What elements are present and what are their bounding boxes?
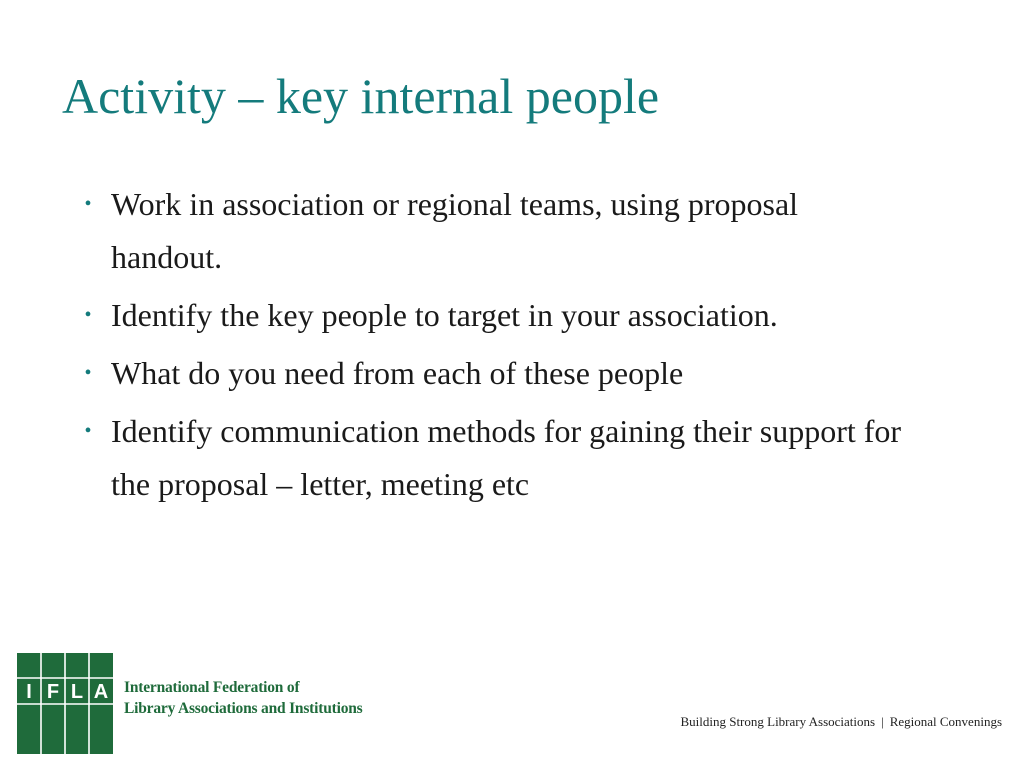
logo-letter: F xyxy=(46,681,60,703)
ifla-logo-icon xyxy=(17,653,113,754)
footer xyxy=(680,714,1002,730)
bullet-icon: • xyxy=(84,420,92,442)
bullet-icon: • xyxy=(84,304,92,326)
logo-letter: I xyxy=(26,681,32,703)
footer-separator: | xyxy=(881,714,884,729)
bullet-text: Identify the key people to target in your association. xyxy=(111,297,778,333)
list-item xyxy=(82,289,912,342)
bullet-icon: • xyxy=(84,362,92,384)
organization-name-line2: Library Associations and Institutions xyxy=(124,700,363,717)
logo-letter: L xyxy=(70,681,84,703)
list-item xyxy=(82,347,912,400)
bullet-icon: • xyxy=(84,193,92,215)
bullet-list xyxy=(82,178,912,516)
slide-title: Activity – key internal people xyxy=(62,68,660,124)
bullet-text: What do you need from each of these people xyxy=(111,355,684,391)
logo-letter: A xyxy=(93,681,109,703)
bullet-text: Identify communication methods for gaining their support for the proposal – letter, meeting etc xyxy=(111,413,902,502)
organization-name xyxy=(124,677,363,719)
footer-left-text: Building Strong Library Associations xyxy=(680,714,876,729)
list-item xyxy=(82,405,912,511)
footer-right-text: Regional Convenings xyxy=(889,714,1002,729)
organization-name-line1: International Federation of xyxy=(124,679,300,696)
bullet-text: Work in association or regional teams, using proposal handout. xyxy=(111,186,799,275)
list-item xyxy=(82,178,912,284)
